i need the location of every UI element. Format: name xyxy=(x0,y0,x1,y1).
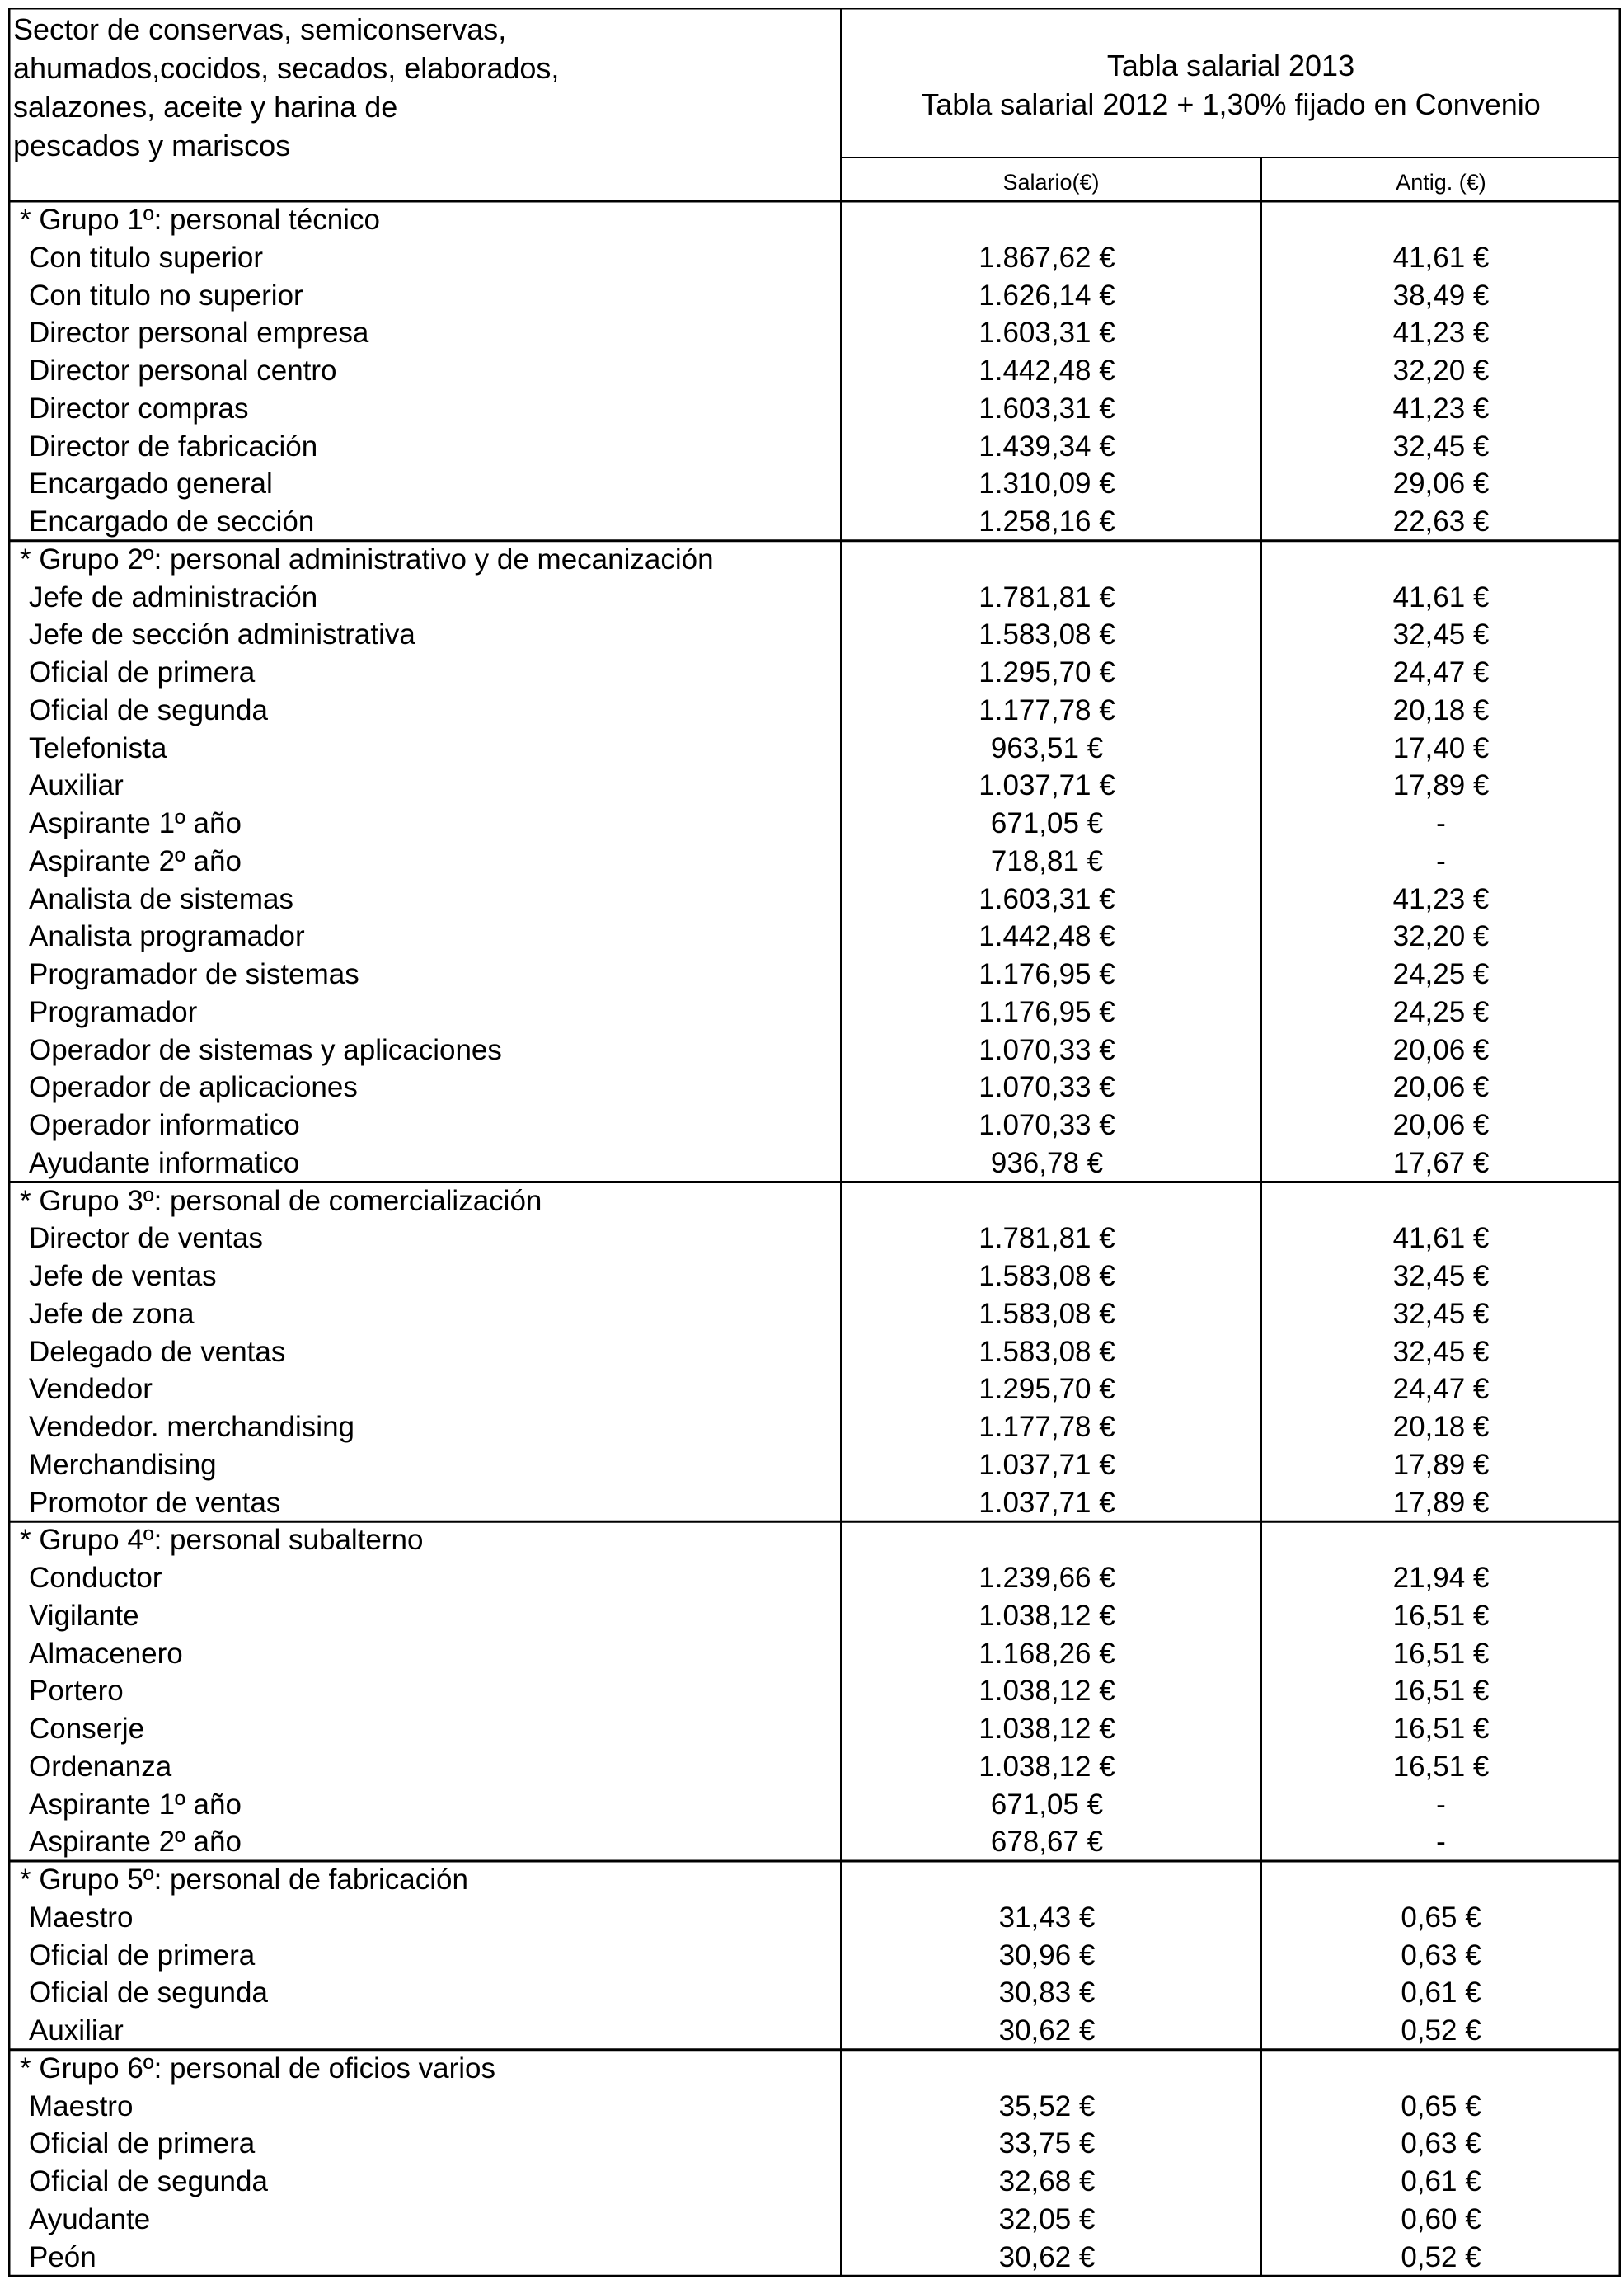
table-row xyxy=(8,428,1621,466)
salario-value: 32,05 € xyxy=(998,2202,1096,2235)
salario-value: 1.037,71 € xyxy=(979,1486,1115,1519)
category-label: Delegado de ventas xyxy=(29,1335,286,1368)
table-row xyxy=(8,1295,1621,1333)
table-title xyxy=(841,46,1621,124)
table-row xyxy=(8,465,1621,503)
antiguedad-value: 0,61 € xyxy=(1401,1976,1481,2009)
category-label: Director personal centro xyxy=(29,355,337,387)
salario-value: 1.781,81 € xyxy=(979,1222,1115,1255)
table-row xyxy=(8,1597,1621,1635)
table-row xyxy=(8,352,1621,390)
antiguedad-value: 38,49 € xyxy=(1392,279,1490,312)
antiguedad-value: 32,45 € xyxy=(1392,1297,1490,1330)
antiguedad-value: 16,51 € xyxy=(1392,1750,1490,1783)
salario-value: 32,68 € xyxy=(998,2165,1096,2197)
antiguedad-value: 20,06 € xyxy=(1392,1033,1490,1066)
table-row xyxy=(8,1899,1621,1937)
table-row xyxy=(8,239,1621,277)
table-row xyxy=(8,1069,1621,1107)
antiguedad-value: 24,25 € xyxy=(1392,958,1490,990)
salario-value: 1.310,09 € xyxy=(979,468,1115,501)
antiguedad-value: 20,06 € xyxy=(1392,1071,1490,1104)
sector-line: ahumados,cocidos, secados, elaborados, xyxy=(13,51,560,85)
table-row xyxy=(8,1408,1621,1446)
category-label: Oficial de segunda xyxy=(29,1976,268,2009)
antiguedad-value: 17,89 € xyxy=(1392,1448,1490,1481)
table-row xyxy=(8,2088,1621,2126)
table-row xyxy=(8,2239,1621,2277)
category-label: Jefe de zona xyxy=(29,1297,195,1330)
group-header-row xyxy=(8,1861,1621,1899)
table-row xyxy=(8,390,1621,428)
salario-value: 30,62 € xyxy=(998,2014,1096,2047)
table-row xyxy=(8,1220,1621,1257)
table-row xyxy=(8,1786,1621,1824)
category-label: Programador xyxy=(29,995,198,1028)
category-label: Jefe de administración xyxy=(29,580,318,613)
category-label: Merchandising xyxy=(29,1448,217,1481)
antiguedad-value: 21,94 € xyxy=(1392,1562,1490,1594)
salario-value: 1.442,48 € xyxy=(979,355,1115,387)
category-label: Conserje xyxy=(29,1713,145,1745)
antiguedad-value: 0,60 € xyxy=(1401,2202,1481,2235)
table-row xyxy=(8,1333,1621,1371)
table-row xyxy=(8,918,1621,956)
category-label: Peón xyxy=(29,2240,96,2273)
category-label: Ayudante xyxy=(29,2202,151,2235)
antiguedad-value: 20,18 € xyxy=(1392,693,1490,726)
table-row xyxy=(8,654,1621,692)
table-row xyxy=(8,1446,1621,1484)
column-header-antiguedad: Antig. (€) xyxy=(1396,170,1486,195)
table-row xyxy=(8,1710,1621,1748)
category-label: Maestro xyxy=(29,2089,134,2122)
table-row xyxy=(8,2163,1621,2201)
salario-value: 1.442,48 € xyxy=(979,920,1115,953)
category-label: Vigilante xyxy=(29,1599,139,1632)
antiguedad-value: 16,51 € xyxy=(1392,1637,1490,1670)
antiguedad-value: 20,06 € xyxy=(1392,1109,1490,1141)
salario-value: 1.603,31 € xyxy=(979,392,1115,425)
antiguedad-value: 16,51 € xyxy=(1392,1675,1490,1708)
category-label: Encargado general xyxy=(29,468,273,501)
table-row xyxy=(8,1484,1621,1522)
column-header-salario: Salario(€) xyxy=(1002,170,1100,195)
salario-value: 1.038,12 € xyxy=(979,1599,1115,1632)
category-label: Analista de sistemas xyxy=(29,882,293,915)
salario-value: 1.295,70 € xyxy=(979,1373,1115,1406)
antiguedad-value: 41,23 € xyxy=(1392,882,1490,915)
table-row xyxy=(8,1635,1621,1673)
salario-value: 1.626,14 € xyxy=(979,279,1115,312)
category-label: Oficial de segunda xyxy=(29,2165,268,2197)
group-title: * Grupo 2º: personal administrativo y de mecanización xyxy=(20,543,714,576)
table-row xyxy=(8,1107,1621,1144)
salario-value: 671,05 € xyxy=(990,807,1104,839)
table-row xyxy=(8,881,1621,919)
category-label: Oficial de primera xyxy=(29,2127,256,2160)
table-row xyxy=(8,1032,1621,1069)
sector-line: Sector de conservas, semiconservas, xyxy=(13,12,507,46)
salary-table-page xyxy=(8,8,1621,2281)
antiguedad-value: 24,47 € xyxy=(1392,656,1490,689)
antiguedad-value: 24,47 € xyxy=(1392,1373,1490,1406)
table-row xyxy=(8,805,1621,843)
category-label: Aspirante 1º año xyxy=(29,807,242,839)
salario-value: 1.177,78 € xyxy=(979,693,1115,726)
category-label: Auxiliar xyxy=(29,2014,124,2047)
antiguedad-value: 41,61 € xyxy=(1392,241,1490,274)
antiguedad-value: 32,45 € xyxy=(1392,430,1490,463)
antiguedad-value: - xyxy=(1436,807,1446,839)
group-header-row xyxy=(8,541,1621,579)
category-label: Director compras xyxy=(29,392,249,425)
table-row xyxy=(8,1937,1621,1975)
salario-value: 1.258,16 € xyxy=(979,505,1115,538)
antiguedad-value: 32,45 € xyxy=(1392,1260,1490,1292)
antiguedad-value: 0,52 € xyxy=(1401,2240,1481,2273)
antiguedad-value: 32,45 € xyxy=(1392,1335,1490,1368)
category-label: Vendedor xyxy=(29,1373,153,1406)
category-label: Encargado de sección xyxy=(29,505,315,538)
category-label: Aspirante 2º año xyxy=(29,1826,242,1859)
salario-value: 1.439,34 € xyxy=(979,430,1115,463)
category-label: Jefe de sección administrativa xyxy=(29,618,415,651)
antiguedad-value: 41,61 € xyxy=(1392,1222,1490,1255)
table-row xyxy=(8,994,1621,1032)
category-label: Oficial de primera xyxy=(29,1939,256,1972)
antiguedad-value: 0,52 € xyxy=(1401,2014,1481,2047)
salario-value: 1.295,70 € xyxy=(979,656,1115,689)
table-row xyxy=(8,1823,1621,1861)
table-row xyxy=(8,956,1621,994)
table-row xyxy=(8,314,1621,352)
category-label: Telefonista xyxy=(29,731,167,764)
salario-value: 33,75 € xyxy=(998,2127,1096,2160)
group-header-row xyxy=(8,1521,1621,1559)
antiguedad-value: 29,06 € xyxy=(1392,468,1490,501)
category-label: Almacenero xyxy=(29,1637,183,1670)
table-row xyxy=(8,2012,1621,2050)
category-label: Ayudante informatico xyxy=(29,1146,300,1179)
category-label: Ordenanza xyxy=(29,1750,172,1783)
group-title: * Grupo 3º: personal de comercialización xyxy=(20,1184,542,1217)
antiguedad-value: - xyxy=(1436,844,1446,877)
table-row xyxy=(8,616,1621,654)
table-row xyxy=(8,277,1621,315)
category-label: Director de fabricación xyxy=(29,430,318,463)
antiguedad-value: 22,63 € xyxy=(1392,505,1490,538)
table-row xyxy=(8,503,1621,541)
table-row xyxy=(8,692,1621,730)
table-row xyxy=(8,1144,1621,1182)
table-row xyxy=(8,1974,1621,2012)
category-label: Maestro xyxy=(29,1901,134,1934)
salario-value: 1.867,62 € xyxy=(979,241,1115,274)
antiguedad-value: 0,61 € xyxy=(1401,2165,1481,2197)
sector-line: salazones, aceite y harina de xyxy=(13,90,398,124)
category-label: Con titulo no superior xyxy=(29,279,303,312)
category-label: Aspirante 2º año xyxy=(29,844,242,877)
antiguedad-value: 16,51 € xyxy=(1392,1599,1490,1632)
table-row xyxy=(8,767,1621,805)
antiguedad-value: - xyxy=(1436,1826,1446,1859)
group-title: * Grupo 5º: personal de fabricación xyxy=(20,1864,468,1896)
group-header-row xyxy=(8,2050,1621,2088)
salario-value: 31,43 € xyxy=(998,1901,1096,1934)
antiguedad-value: 0,65 € xyxy=(1401,1901,1481,1934)
category-label: Aspirante 1º año xyxy=(29,1788,242,1821)
salario-value: 1.070,33 € xyxy=(979,1071,1115,1104)
sector-description xyxy=(13,10,838,165)
antiguedad-value: 41,23 € xyxy=(1392,392,1490,425)
salario-value: 1.583,08 € xyxy=(979,1335,1115,1368)
salario-value: 1.603,31 € xyxy=(979,317,1115,350)
antiguedad-value: 41,23 € xyxy=(1392,317,1490,350)
salario-value: 1.176,95 € xyxy=(979,958,1115,990)
category-label: Vendedor. merchandising xyxy=(29,1411,354,1443)
table-subtitle-line: Tabla salarial 2012 + 1,30% fijado en Convenio xyxy=(921,87,1541,121)
group-header-row xyxy=(8,1182,1621,1220)
salario-value: 1.037,71 € xyxy=(979,1448,1115,1481)
antiguedad-value: 0,65 € xyxy=(1401,2089,1481,2122)
salario-value: 1.038,12 € xyxy=(979,1713,1115,1745)
table-row xyxy=(8,579,1621,617)
salario-value: 1.603,31 € xyxy=(979,882,1115,915)
category-label: Promotor de ventas xyxy=(29,1486,281,1519)
antiguedad-value: 32,20 € xyxy=(1392,920,1490,953)
antiguedad-value: 24,25 € xyxy=(1392,995,1490,1028)
salario-value: 1.583,08 € xyxy=(979,1260,1115,1292)
salario-value: 30,83 € xyxy=(998,1976,1096,2009)
category-label: Programador de sistemas xyxy=(29,958,359,990)
table-row xyxy=(8,843,1621,881)
antiguedad-value: 17,89 € xyxy=(1392,1486,1490,1519)
table-title-line: Tabla salarial 2013 xyxy=(1106,49,1355,82)
salario-value: 1.070,33 € xyxy=(979,1109,1115,1141)
salario-value: 963,51 € xyxy=(990,731,1104,764)
category-label: Oficial de segunda xyxy=(29,693,268,726)
salario-value: 1.038,12 € xyxy=(979,1675,1115,1708)
salario-value: 1.037,71 € xyxy=(979,769,1115,802)
salario-value: 678,67 € xyxy=(990,1826,1104,1859)
table-row xyxy=(8,2125,1621,2163)
category-label: Operador de aplicaciones xyxy=(29,1071,358,1104)
category-label: Director personal empresa xyxy=(29,317,369,350)
group-title: * Grupo 4º: personal subalterno xyxy=(20,1524,424,1557)
table-row xyxy=(8,730,1621,768)
group-header-row xyxy=(8,201,1621,239)
category-label: Portero xyxy=(29,1675,124,1708)
antiguedad-value: 32,45 € xyxy=(1392,618,1490,651)
category-label: Operador de sistemas y aplicaciones xyxy=(29,1033,502,1066)
category-label: Operador informatico xyxy=(29,1109,300,1141)
table-row xyxy=(8,1559,1621,1597)
antiguedad-value: 16,51 € xyxy=(1392,1713,1490,1745)
salario-value: 1.583,08 € xyxy=(979,1297,1115,1330)
salario-value: 30,96 € xyxy=(998,1939,1096,1972)
antiguedad-value: 20,18 € xyxy=(1392,1411,1490,1443)
salario-value: 1.168,26 € xyxy=(979,1637,1115,1670)
group-title: * Grupo 1º: personal técnico xyxy=(20,204,380,236)
category-label: Oficial de primera xyxy=(29,656,256,689)
antiguedad-value: 17,89 € xyxy=(1392,769,1490,802)
salario-value: 1.176,95 € xyxy=(979,995,1115,1028)
salario-value: 30,62 € xyxy=(998,2240,1096,2273)
salario-value: 1.781,81 € xyxy=(979,580,1115,613)
category-label: Director de ventas xyxy=(29,1222,264,1255)
antiguedad-value: 0,63 € xyxy=(1401,1939,1481,1972)
antiguedad-value: 17,40 € xyxy=(1392,731,1490,764)
antiguedad-value: 17,67 € xyxy=(1392,1146,1490,1179)
salario-value: 718,81 € xyxy=(990,844,1104,877)
salario-value: 671,05 € xyxy=(990,1788,1104,1821)
table-row xyxy=(8,2201,1621,2239)
table-row xyxy=(8,1257,1621,1295)
salario-value: 1.239,66 € xyxy=(979,1562,1115,1594)
salario-value: 1.177,78 € xyxy=(979,1411,1115,1443)
antiguedad-value: 41,61 € xyxy=(1392,580,1490,613)
table-row xyxy=(8,1370,1621,1408)
group-title: * Grupo 6º: personal de oficios varios xyxy=(20,2052,495,2085)
salario-value: 35,52 € xyxy=(998,2089,1096,2122)
category-label: Analista programador xyxy=(29,920,305,953)
table-row xyxy=(8,1748,1621,1786)
category-label: Jefe de ventas xyxy=(29,1260,217,1292)
salario-value: 1.070,33 € xyxy=(979,1033,1115,1066)
sector-line: pescados y mariscos xyxy=(13,129,291,162)
antiguedad-value: 32,20 € xyxy=(1392,355,1490,387)
category-label: Conductor xyxy=(29,1562,162,1594)
antiguedad-value: 0,63 € xyxy=(1401,2127,1481,2160)
category-label: Con titulo superior xyxy=(29,241,264,274)
table-row xyxy=(8,1672,1621,1710)
salario-value: 1.583,08 € xyxy=(979,618,1115,651)
category-label: Auxiliar xyxy=(29,769,124,802)
antiguedad-value: - xyxy=(1436,1788,1446,1821)
salario-value: 1.038,12 € xyxy=(979,1750,1115,1783)
salario-value: 936,78 € xyxy=(990,1146,1104,1179)
